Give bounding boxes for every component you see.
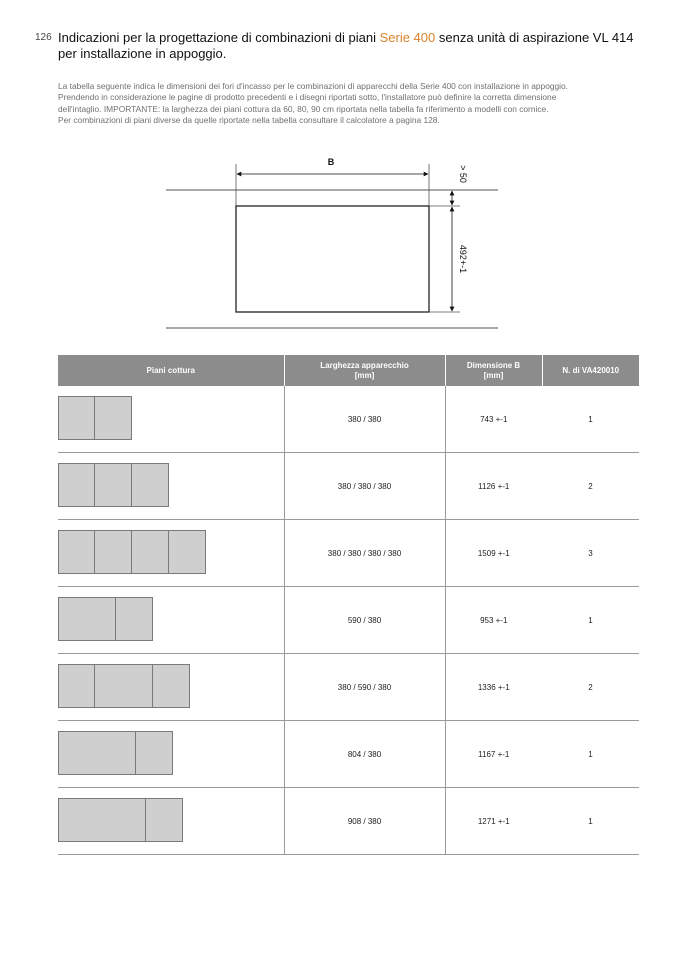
hob-module <box>58 798 146 842</box>
page-number: 126 <box>35 32 52 43</box>
hob-module <box>132 530 169 574</box>
intro-text <box>58 81 658 127</box>
cell-count: 2 <box>542 453 639 520</box>
hob-thumbnail <box>58 386 284 453</box>
cell-dimension: 1126 +-1 <box>445 453 542 520</box>
hob-thumbnail <box>58 453 284 520</box>
hob-module <box>153 664 190 708</box>
hob-module <box>58 597 116 641</box>
cell-width: 380 / 380 / 380 <box>284 453 445 520</box>
cell-dimension: 1167 +-1 <box>445 721 542 788</box>
table-row <box>58 654 639 721</box>
cell-count: 1 <box>542 788 639 855</box>
hob-module <box>136 731 173 775</box>
table-header-row <box>58 355 639 386</box>
header-width: Larghezza apparecchio [mm] <box>284 355 445 386</box>
hob-thumbnail <box>58 721 284 788</box>
title-line-2: per installazione in appoggio. <box>58 46 227 61</box>
cell-width: 380 / 380 <box>284 386 445 453</box>
title-part-1: Indicazioni per la progettazione di combinazioni di piani <box>58 30 380 45</box>
width-label: B <box>327 157 335 167</box>
title-accent: Serie 400 <box>379 30 436 45</box>
cell-dimension: 743 +-1 <box>445 386 542 453</box>
hob-module <box>58 530 95 574</box>
cell-width: 908 / 380 <box>284 788 445 855</box>
hob-module <box>58 664 95 708</box>
hob-module <box>132 463 169 507</box>
hob-thumbnail <box>58 788 284 855</box>
table-row <box>58 721 639 788</box>
intro-line: La tabella seguente indica le dimensioni dei fori d'incasso per le combinazioni di apparecchi della Serie 400 con installazione in appoggio. <box>58 81 569 91</box>
depth-label: 492+-1 <box>458 244 468 274</box>
cell-count: 3 <box>542 520 639 587</box>
hob-module <box>58 463 95 507</box>
cell-dimension: 1509 +-1 <box>445 520 542 587</box>
hob-module <box>116 597 153 641</box>
table-row <box>58 788 639 855</box>
cell-count: 1 <box>542 721 639 788</box>
hob-module <box>58 396 95 440</box>
header-dimension: Dimensione B [mm] <box>445 355 542 386</box>
intro-line: dell'intaglio. IMPORTANTE: la larghezza dei piani cottura da 60, 80, 90 cm riportata nella tabella fa riferimento a modelli con cornice. <box>58 103 549 114</box>
header-count: N. di VA420010 <box>542 355 639 386</box>
cell-count: 2 <box>542 654 639 721</box>
cell-width: 380 / 380 / 380 / 380 <box>284 520 445 587</box>
hob-thumbnail <box>58 520 284 587</box>
hob-thumbnail <box>58 587 284 654</box>
cell-width: 804 / 380 <box>284 721 445 788</box>
table-row <box>58 386 639 453</box>
cell-count: 1 <box>542 587 639 654</box>
hob-module <box>95 396 132 440</box>
table-row <box>58 520 639 587</box>
cutout-rectangle <box>236 206 429 312</box>
table-row <box>58 453 639 520</box>
cell-width: 590 / 380 <box>284 587 445 654</box>
cell-width: 380 / 590 / 380 <box>284 654 445 721</box>
hob-module <box>146 798 183 842</box>
intro-line: Per combinazioni di piani diverse da quelle riportate nella tabella consultare il calcolatore a pagina 128. <box>58 115 440 126</box>
hob-module <box>95 463 132 507</box>
cell-count: 1 <box>542 386 639 453</box>
hob-thumbnail <box>58 654 284 721</box>
cutout-diagram <box>0 150 678 340</box>
cell-dimension: 1336 +-1 <box>445 654 542 721</box>
hob-module <box>169 530 206 574</box>
combinations-table <box>58 355 639 855</box>
top-gap-label: > 50 <box>458 165 468 183</box>
table-row <box>58 587 639 654</box>
cell-dimension: 953 +-1 <box>445 587 542 654</box>
hob-module <box>58 731 136 775</box>
title-part-2: senza unità di aspirazione VL 414 <box>435 30 634 45</box>
hob-module <box>95 664 153 708</box>
header-hobs: Piani cottura <box>58 355 284 386</box>
cell-dimension: 1271 +-1 <box>445 788 542 855</box>
intro-line: Prendendo in considerazione le pagine di prodotto precedenti e i disegni riportati sotto, l'installatore può definire la corretta dimensione <box>58 92 557 103</box>
page-title <box>58 30 648 62</box>
hob-module <box>95 530 132 574</box>
